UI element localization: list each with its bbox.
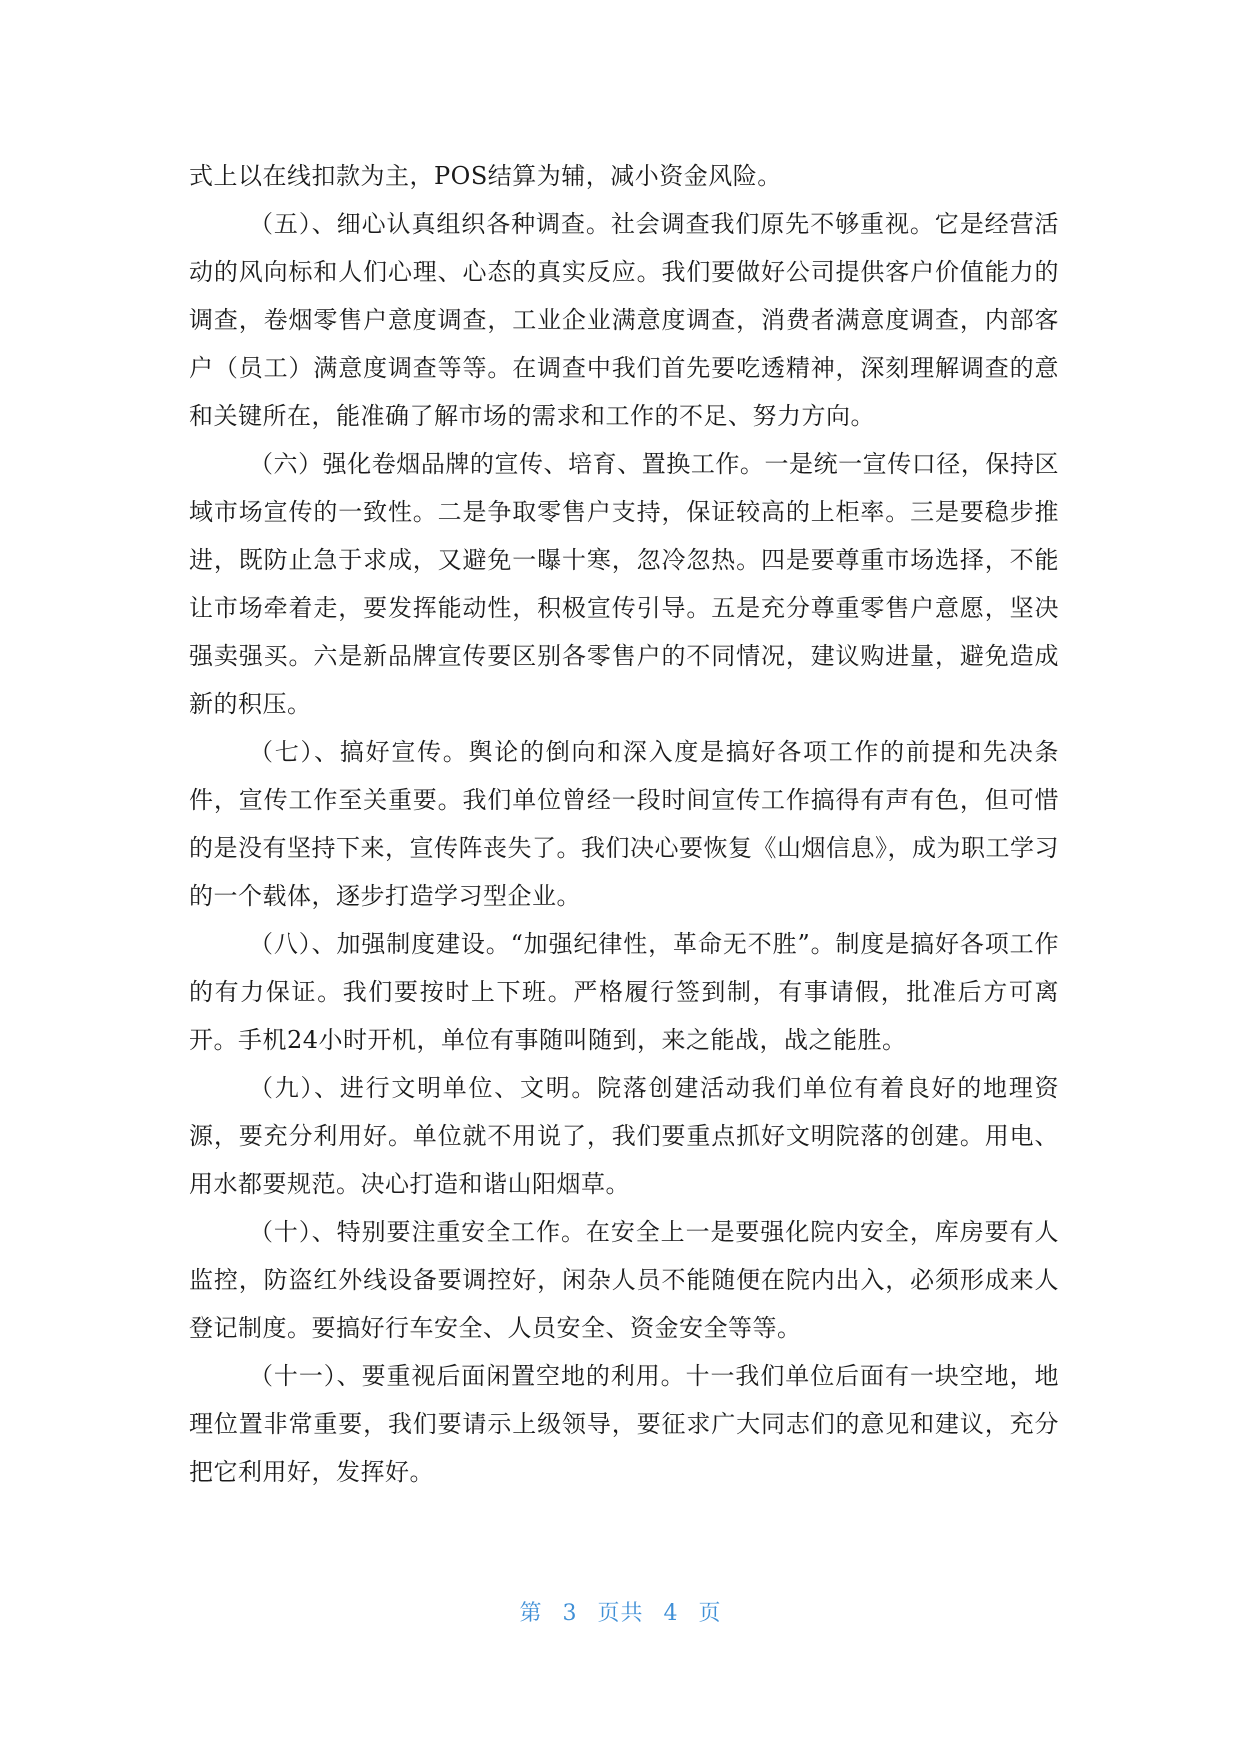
paragraph: 式上以在线扣款为主，POS结算为辅，减小资金风险。 (189, 162, 782, 190)
footer-middle: 页共 (597, 1601, 644, 1626)
paragraph: （六）强化卷烟品牌的宣传、培育、置换工作。一是统一宣传口径，保持区域市场宣传的一致性。二是争取零售户支持，保证较高的上柜率。三是要稳步推进，既防止急于求成，又避免一曝十寒，忽冷忽热。四是要尊重市场选择，不能让市场牵着走，要发挥能动性，积极宣传引导。五是充分尊重零售户意愿，坚决强卖强买。六是新品牌宣传要区别各零售户的不同情况，建议购进量，避免造成新的积压。 (189, 450, 1059, 718)
footer-suffix: 页 (698, 1601, 722, 1626)
paragraph: （七）、搞好宣传。舆论的倒向和深入度是搞好各项工作的前提和先决条件，宣传工作至关重要。我们单位曾经一段时间宣传工作搞得有声有色，但可惜的是没有坚持下来，宣传阵丧失了。我们决心要恢复《山烟信息》，成为职工学习的一个载体，逐步打造学习型企业。 (189, 738, 1059, 910)
paragraph: （八）、加强制度建设。“加强纪律性，革命无不胜”。制度是搞好各项工作的有力保证。我们要按时上下班。严格履行签到制，有事请假，批准后方可离开。手机24小时开机，单位有事随叫随到，来之能战，战之能胜。 (189, 930, 1059, 1054)
body-text (189, 152, 1059, 1496)
paragraph: （九）、进行文明单位、文明。院落创建活动我们单位有着良好的地理资源，要充分利用好。单位就不用说了，我们要重点抓好文明院落的创建。用电、用水都要规范。决心打造和谐山阳烟草。 (189, 1074, 1059, 1198)
footer-prefix: 第 (519, 1601, 543, 1626)
paragraph: （十）、特别要注重安全工作。在安全上一是要强化院内安全，库房要有人监控，防盗红外线设备要调控好，闲杂人员不能随便在院内出入，必须形成来人登记制度。要搞好行车安全、人员安全、资金安全等等。 (189, 1218, 1059, 1342)
paragraph: （十一）、要重视后面闲置空地的利用。十一我们单位后面有一块空地，地理位置非常重要，我们要请示上级领导，要征求广大同志们的意见和建议，充分把它利用好，发挥好。 (189, 1362, 1059, 1486)
footer-current-page: 3 (562, 1601, 578, 1626)
page-footer (0, 1596, 1241, 1627)
footer-total-pages: 4 (663, 1601, 679, 1626)
paragraph: （五）、细心认真组织各种调查。社会调查我们原先不够重视。它是经营活动的风向标和人们心理、心态的真实反应。我们要做好公司提供客户价值能力的调查，卷烟零售户意度调查，工业企业满意度调查，消费者满意度调查，内部客户（员工）满意度调查等等。在调查中我们首先要吃透精神，深刻理解调查的意和关键所在，能准确了解市场的需求和工作的不足、努力方向。 (189, 210, 1059, 430)
